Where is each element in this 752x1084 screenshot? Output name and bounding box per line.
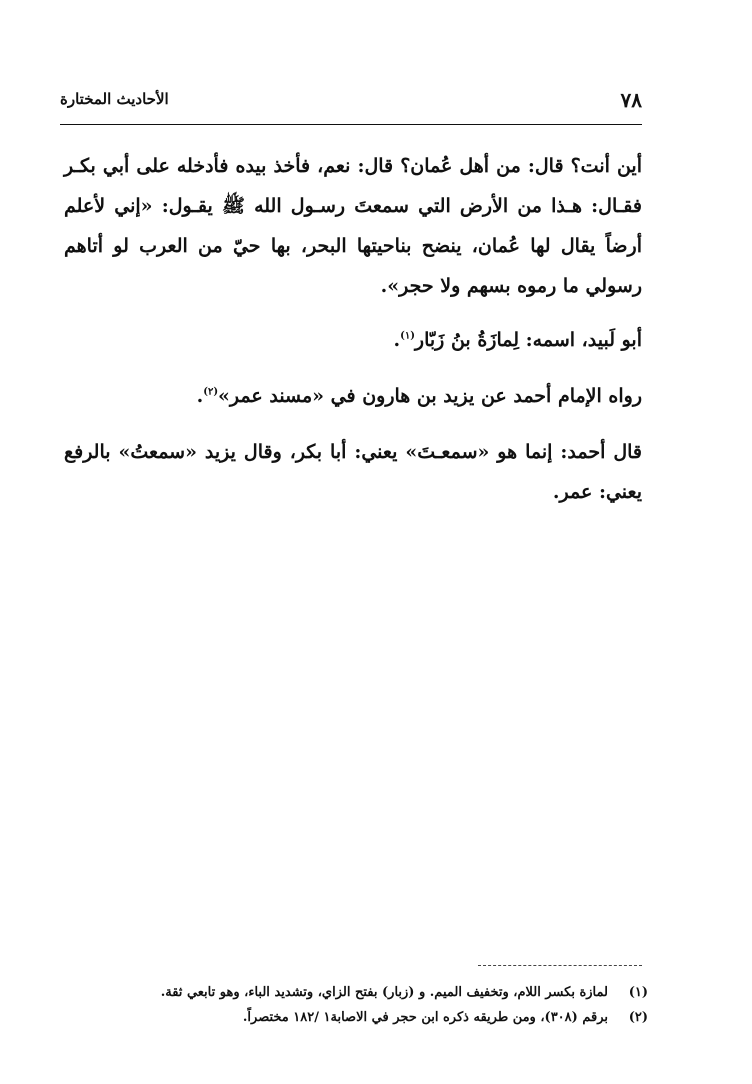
paragraph-2-text: أبو لَبيد، اسمه: لِمازَةُ بنُ زَبّار <box>414 329 642 351</box>
footnote-ref-1: (١) <box>400 330 415 342</box>
footnote-separator <box>478 965 642 966</box>
footnote-number: (٢) <box>628 1010 648 1025</box>
paragraph-3-text: رواه الإمام أحمد عن يزيد بن هارون في «مسند عمر» <box>218 385 642 407</box>
paragraph-2-end: . <box>393 329 401 351</box>
footnotes <box>100 980 648 1030</box>
footnote-number: (١) <box>628 985 648 1000</box>
footnote-1 <box>100 980 648 1005</box>
footnote-text: لمازة بكسر اللام، وتخفيف الميم. و (زبار) بفتح الزاي، وتشديد الباء، وهو تابعي ثقة. <box>160 985 608 1000</box>
paragraph-2 <box>64 320 642 360</box>
main-text <box>64 146 642 512</box>
running-title: الأحاديث المختارة <box>60 90 169 108</box>
paragraph-1: أين أنت؟ قال: من أهل عُمان؟ قال: نعم، فأخذ بيده فأدخله على أبي بكـر فقـال: هـذا من الأرض التي سمعتَ رسـول الله ﷺ يقـول: «إني لأعلم أرضاً يقال لها عُمان، ينضح بناحيتها البحر، بها حيّ من العرب لو أتاهم رسولي ما رموه بسهم ولا حجر». <box>64 155 642 297</box>
page-number: ٧٨ <box>620 88 642 112</box>
paragraph-3-end: . <box>196 385 204 407</box>
header-rule <box>60 124 642 125</box>
page-header <box>60 88 642 118</box>
footnote-ref-2: (٢) <box>203 386 219 398</box>
paragraph-4: قال أحمد: إنما هو «سمعـتَ» يعني: أبا بكر، وقال يزيد «سمعتُ» بالرفع يعني: عمر. <box>64 441 642 503</box>
footnote-text: برقم (٣٠٨)، ومن طريقه ذكره ابن حجر في الاصابة١ /١٨٢ مختصراً. <box>242 1010 608 1025</box>
footnote-2 <box>100 1005 648 1030</box>
paragraph-3 <box>64 376 642 416</box>
